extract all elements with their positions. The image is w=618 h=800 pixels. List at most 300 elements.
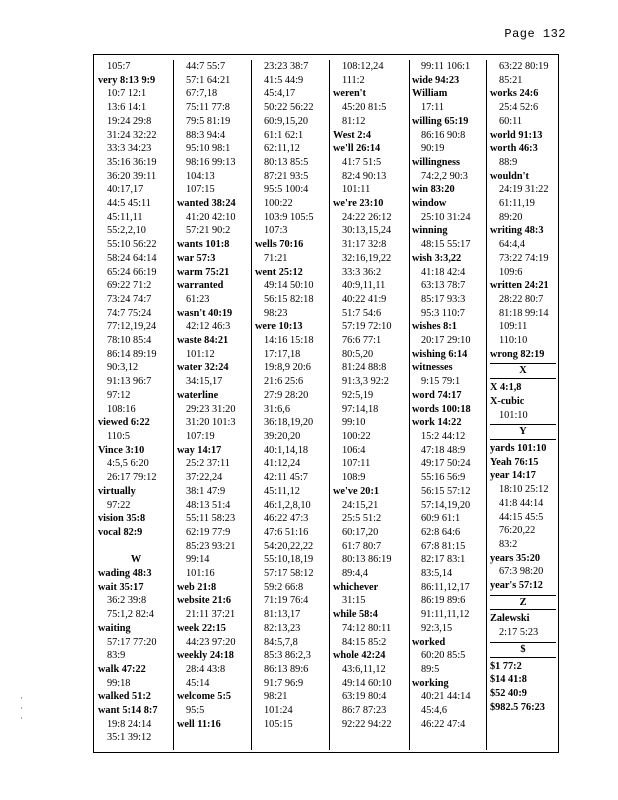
index-term: West 2:4	[333, 129, 372, 141]
index-term: we've 20:1	[333, 485, 380, 497]
index-page-refs: 25:4 52:6	[499, 102, 539, 114]
index-page-refs: 62:8 64:6	[421, 526, 461, 538]
index-page-refs: 87:21 93:5	[264, 170, 309, 182]
index-page-refs: 75:11 77:8	[186, 102, 230, 114]
index-page-refs: 67:7,18	[186, 88, 218, 100]
index-page-refs: 41:18 42:4	[421, 266, 466, 278]
index-page-refs: 36:20 39:11	[107, 170, 157, 182]
index-page-refs: 25:10 31:24	[421, 211, 471, 223]
index-column-4	[333, 60, 409, 731]
index-term: William	[412, 88, 448, 100]
index-page-refs: 84:5,7,8	[264, 636, 298, 648]
index-term: warm 75:21	[177, 266, 230, 278]
index-page-refs: 101:12	[186, 348, 215, 360]
index-page-refs: 57:17 58:12	[264, 568, 314, 580]
index-page-refs: 101:16	[186, 568, 215, 580]
index-page-refs: 44:7 55:7	[186, 61, 226, 72]
index-term: very 8:13 9:9	[98, 74, 156, 86]
index-page-refs: 86:11,12,17	[421, 581, 470, 593]
index-page-refs: 44:5 45:11	[107, 198, 151, 210]
index-page-refs: 108:16	[107, 403, 136, 415]
index-page-refs: 86:19 89:6	[421, 595, 466, 607]
index-page-refs: 42:12 46:3	[186, 321, 231, 333]
index-page-refs: 20:17 29:10	[421, 335, 471, 347]
index-page-refs: 25:5 51:2	[342, 513, 382, 525]
index-page-refs: 105:7	[107, 61, 131, 72]
index-term: website 21:6	[177, 595, 232, 607]
index-term: years 35:20	[490, 552, 541, 564]
index-page-refs: 91:11,11,12	[421, 609, 470, 621]
index-page-refs: 57:14,19,20	[421, 499, 471, 511]
index-page-refs: 77:12,19,24	[107, 321, 157, 333]
index-page-refs: 57:17 77:20	[107, 636, 157, 648]
index-page-refs: 60:9 61:1	[421, 513, 461, 525]
index-term: word 74:17	[412, 389, 462, 401]
index-page-refs: 21:6 25:6	[264, 376, 304, 388]
index-term: window	[412, 198, 447, 210]
index-page-refs: 64:4,4	[499, 239, 526, 251]
index-page-refs: 105:15	[264, 718, 293, 730]
index-page-refs: 9:15 79:1	[421, 376, 461, 388]
index-page-refs: 81:24 88:8	[342, 362, 387, 374]
index-page-refs: 95:3 110:7	[421, 307, 465, 319]
index-term: wishes 8:1	[412, 321, 457, 333]
index-page-refs: 69:22 71:2	[107, 280, 152, 292]
index-page-refs: 76:20,22	[499, 525, 536, 537]
index-page-refs: 101:10	[499, 409, 528, 421]
index-term: win 83:20	[412, 184, 455, 196]
index-page-refs: 63:13 78:7	[421, 280, 466, 292]
index-page-refs: 83:2	[499, 538, 518, 550]
index-term: viewed 6:22	[98, 417, 150, 429]
index-page-refs: 41:20 42:10	[186, 211, 236, 223]
index-term: vocal 82:9	[98, 526, 143, 538]
index-page-refs: 97:12	[107, 389, 131, 401]
index-page-refs: 40:1,14,18	[264, 444, 309, 456]
index-term: whichever	[333, 581, 379, 593]
index-page-refs: 36:18,19,20	[264, 417, 314, 429]
index-term: waiting	[98, 622, 131, 634]
index-page-refs: 24:15,21	[342, 499, 379, 511]
index-page-refs: 45:20 81:5	[342, 102, 387, 114]
index-term: wishing 6:14	[412, 348, 468, 360]
index-page-refs: 80:13 85:5	[264, 156, 309, 168]
column-divider	[409, 60, 410, 750]
index-column-1	[98, 60, 174, 745]
index-page-refs: 23:23 38:7	[264, 61, 309, 72]
index-page-refs: 38:1 47:9	[186, 485, 226, 497]
index-page-refs: 17:11	[421, 102, 445, 114]
index-page-refs: 91:7 96:9	[264, 677, 304, 689]
index-page-refs: 41:7 51:5	[342, 156, 382, 168]
index-page-refs: 54:20,22,22	[264, 540, 314, 552]
index-term: war 57:3	[177, 252, 216, 264]
index-page-refs: 40:21 44:14	[421, 691, 471, 703]
index-page-refs: 107:3	[264, 225, 288, 237]
index-page-refs: 60:17,20	[342, 526, 379, 538]
index-page-refs: 65:24 66:19	[107, 266, 157, 278]
index-page-refs: 106:4	[342, 444, 366, 456]
index-term: X-cubic	[490, 395, 525, 407]
index-page-refs: 89:5	[421, 663, 440, 675]
index-page-refs: 91:13 96:7	[107, 376, 152, 388]
index-term: while 58:4	[333, 609, 378, 621]
index-page-refs: 13:6 14:1	[107, 102, 147, 114]
index-page-refs: 89:4,4	[342, 568, 369, 580]
index-page-refs: 97:22	[107, 499, 131, 511]
index-page-refs: 83:9	[107, 650, 126, 662]
index-page-refs: 63:22 80:19	[499, 61, 549, 72]
index-term: wanted 38:24	[177, 198, 236, 210]
index-page-refs: 31:15	[342, 595, 366, 607]
index-term: wouldn't	[490, 170, 529, 182]
index-term: Yeah 76:15	[490, 456, 539, 468]
index-page-refs: 82:13,23	[264, 622, 301, 634]
index-term: willing 65:19	[412, 115, 469, 127]
index-page-refs: 98:16 99:13	[186, 156, 236, 168]
index-page-refs: 92:22 94:22	[342, 718, 392, 730]
index-page-refs: 90:3,12	[107, 362, 139, 374]
index-term: wells 70:16	[255, 239, 304, 251]
index-page-refs: 79:5 81:19	[186, 115, 231, 127]
index-term: wide 94:23	[412, 74, 460, 86]
index-page-refs: 31:6,6	[264, 403, 291, 415]
index-page-refs: 108:9	[342, 472, 366, 484]
index-page-refs: 41:8 44:14	[499, 497, 544, 509]
index-page-refs: 32:16,19,22	[342, 252, 392, 264]
index-page-refs: 33:3 34:23	[107, 143, 152, 155]
index-term: writing 48:3	[490, 225, 544, 237]
index-page-refs: 40:9,11,11	[342, 280, 386, 292]
index-page-refs: 39:20,20	[264, 430, 301, 442]
index-page-refs: 56:15 57:12	[421, 485, 471, 497]
index-page-refs: 74:7 75:24	[107, 307, 152, 319]
index-page-refs: 61:11,19	[499, 198, 535, 210]
index-page-refs: 29:23 31:20	[186, 403, 236, 415]
index-term: words 100:18	[412, 403, 471, 415]
index-term: we're 23:10	[333, 198, 384, 210]
index-page-refs: 50:22 56:22	[264, 102, 314, 114]
index-page-refs: 27:9 28:20	[264, 389, 309, 401]
index-page-refs: 4:5,5 6:20	[107, 458, 149, 470]
index-page-refs	[98, 540, 174, 554]
index-page-refs: 55:10,18,19	[264, 554, 314, 566]
index-term: walk 47:22	[98, 663, 146, 675]
index-page-refs: 35:16 36:19	[107, 156, 157, 168]
index-page-refs: 2:17 5:23	[499, 627, 539, 639]
index-page-refs: 56:15 82:18	[264, 293, 314, 305]
index-term: witnesses	[412, 362, 453, 374]
margin-marks: · · ·	[20, 693, 23, 723]
index-page-refs: 21:11 37:21	[186, 609, 236, 621]
index-page-refs: 49:14 50:10	[264, 280, 314, 292]
index-term: X 4:1,8	[490, 382, 522, 394]
index-page-refs: 71:21	[264, 252, 288, 264]
index-page-refs: 35:1 39:12	[107, 732, 152, 744]
index-term: vision 35:8	[98, 513, 146, 525]
index-page-refs: 99:11 106:1	[421, 61, 471, 72]
index-page-refs: 10:7 12:1	[107, 88, 147, 100]
index-page-refs: 44:23 97:20	[186, 636, 236, 648]
index-page-refs: 107:19	[186, 430, 215, 442]
index-term: works 24:6	[490, 88, 539, 100]
index-term: whole 42:24	[333, 650, 386, 662]
index-page-refs: 34:15,17	[186, 376, 223, 388]
index-page-refs: 101:24	[264, 705, 293, 717]
index-page-refs: 104:13	[186, 170, 215, 182]
index-page-refs: 98:23	[264, 307, 288, 319]
index-term: wading 48:3	[98, 568, 152, 579]
index-page-refs: 100:22	[342, 430, 371, 442]
index-page-refs: 92:3,15	[421, 622, 453, 634]
index-page-refs: 99:14	[186, 554, 210, 566]
index-term: $14 41:8	[490, 674, 527, 686]
index-term: worked	[412, 636, 446, 648]
index-page-refs: 57:19 72:10	[342, 321, 392, 333]
index-page-refs: 46:22 47:4	[421, 718, 466, 730]
index-page-refs: 88:3 94:4	[186, 129, 226, 141]
index-term: we'll 26:14	[333, 143, 381, 155]
index-page-refs: 86:16 90:8	[421, 129, 466, 141]
index-page-refs: 108:12,24	[342, 61, 384, 72]
index-term: web 21:8	[177, 581, 217, 593]
index-page-refs: 46:1,2,8,10	[264, 499, 311, 511]
index-page-refs: 40:17,17	[107, 184, 144, 196]
index-page-refs: 62:19 77:9	[186, 526, 231, 538]
index-page-refs: 18:10 25:12	[499, 484, 549, 496]
index-term: wish 3:3,22	[412, 252, 462, 264]
index-page-refs: 99:18	[107, 677, 131, 689]
index-page-refs: 84:15 85:2	[342, 636, 387, 648]
index-page-refs: 60:20 85:5	[421, 650, 466, 662]
index-page-refs: 14:16 15:18	[264, 335, 314, 347]
index-page-refs: 57:1 64:21	[186, 74, 231, 86]
index-term: went 25:12	[255, 266, 303, 278]
index-page-refs: 41:12,24	[264, 458, 301, 470]
index-term: were 10:13	[255, 321, 303, 333]
index-page-refs: 55:16 56:9	[421, 472, 466, 484]
index-page-refs: 107:11	[342, 458, 371, 470]
index-page-refs: 85:17 93:3	[421, 293, 466, 305]
index-term: warranted	[177, 280, 224, 292]
index-page-refs: 82:4 90:13	[342, 170, 387, 182]
index-page-refs: 47:6 51:16	[264, 526, 309, 538]
index-page-refs: 83:5,14	[421, 568, 453, 580]
index-page-refs: 81:12	[342, 115, 366, 127]
index-term: yards 101:10	[490, 442, 547, 454]
index-page-refs: 80:5,20	[342, 348, 374, 360]
index-term: written 24:21	[490, 280, 549, 292]
index-term: wrong 82:19	[490, 348, 545, 360]
index-term: walked 51:2	[98, 691, 151, 703]
index-page-refs: 26:17 79:12	[107, 472, 157, 484]
index-page-refs: 89:20	[499, 211, 523, 223]
index-term: waterline	[177, 389, 219, 401]
index-page-refs: 71:19 76:4	[264, 595, 309, 607]
index-page-refs: 48:13 51:4	[186, 499, 231, 511]
index-term: weekly 24:18	[177, 650, 234, 662]
index-page-refs: 86:7 87:23	[342, 705, 387, 717]
index-page-refs: 41:5 44:9	[264, 74, 304, 86]
section-letter: W	[130, 554, 142, 566]
index-page-refs: 109:6	[499, 266, 523, 278]
index-term: world 91:13	[490, 129, 543, 141]
index-page-refs: 31:17 32:8	[342, 239, 387, 251]
index-page-refs: 110:5	[107, 430, 131, 442]
index-page-refs: 95:5 100:4	[264, 184, 309, 196]
index-page-refs: 86:14 89:19	[107, 348, 157, 360]
index-page-refs: 40:22 41:9	[342, 293, 387, 305]
index-page-refs: 76:6 77:1	[342, 335, 382, 347]
index-page-refs: 36:2 39:8	[107, 595, 147, 607]
index-column-5	[412, 60, 488, 731]
index-page-refs: 25:2 37:11	[186, 458, 230, 470]
index-term: wants 101:8	[177, 239, 230, 251]
index-term: $52 40:9	[490, 687, 527, 699]
index-page-refs: 24:19 31:22	[499, 184, 549, 196]
index-term: working	[412, 677, 449, 689]
index-page-refs: 67:8 81:15	[421, 540, 466, 552]
index-page-refs: 95:10 98:1	[186, 143, 231, 155]
index-page-refs: 33:3 36:2	[342, 266, 382, 278]
index-page-refs: 55:2,2,10	[107, 225, 146, 237]
index-page-refs: 85:21	[499, 74, 523, 86]
section-letter: X	[490, 363, 556, 379]
index-page-refs: 74:12 80:11	[342, 622, 392, 634]
index-page-refs: 62:11,12	[264, 143, 300, 155]
index-term: waste 84:21	[177, 335, 229, 347]
index-page-refs: 85:23 93:21	[186, 540, 236, 552]
index-term: wasn't 40:19	[177, 307, 233, 319]
index-term: water 32:24	[177, 362, 229, 374]
index-page-refs: 86:13 89:6	[264, 663, 309, 675]
index-term: willingness	[412, 156, 461, 168]
index-page-refs: 90:19	[421, 143, 445, 155]
index-page-refs: 30:13,15,24	[342, 225, 392, 237]
index-page-refs: 45:11,11	[107, 211, 143, 223]
index-page-refs: 57:21 90:2	[186, 225, 231, 237]
index-page-refs: 37:22,24	[186, 472, 223, 484]
index-page-refs: 85:3 86:2,3	[264, 650, 311, 662]
index-page-refs: 63:19 80:4	[342, 691, 387, 703]
index-page-refs: 49:14 60:10	[342, 677, 392, 689]
index-page-refs: 19:24 29:8	[107, 115, 152, 127]
index-page-refs: 95:5	[186, 705, 205, 717]
index-column-3	[255, 60, 331, 731]
index-term: well 11:16	[177, 718, 221, 730]
index-page-refs: 81:18 99:14	[499, 307, 549, 319]
index-page-refs: 51:7 54:6	[342, 307, 382, 319]
index-page-refs: 100:22	[264, 198, 293, 210]
index-page-refs: 55:10 56:22	[107, 239, 157, 251]
index-page-refs: 17:17,18	[264, 348, 301, 360]
index-term: year's 57:12	[490, 580, 543, 592]
index-term: want 5:14 8:7	[98, 705, 158, 717]
index-page-refs: 43:6,11,12	[342, 663, 386, 675]
index-term: worth 46:3	[490, 143, 538, 155]
index-column-6	[490, 60, 566, 714]
section-letter: Z	[490, 595, 556, 611]
index-page-refs: 45:11,12	[264, 485, 300, 497]
index-term: Zalewski	[490, 613, 530, 625]
index-page-refs: 15:2 44:12	[421, 430, 466, 442]
index-page-refs: 91:3,3 92:2	[342, 376, 389, 388]
index-page-refs: 42:11 45:7	[264, 472, 308, 484]
index-page-refs: 44:15 45:5	[499, 511, 544, 523]
index-page-refs: 73:24 74:7	[107, 293, 152, 305]
index-page-refs: 111:2	[342, 74, 365, 86]
index-page-refs: 19:8,9 20:6	[264, 362, 311, 374]
index-term: Vince 3:10	[98, 444, 145, 456]
index-page-refs: 81:13,17	[264, 609, 301, 621]
index-term: year 14:17	[490, 470, 536, 482]
index-page-refs: 47:18 48:9	[421, 444, 466, 456]
index-page-refs: 28:4 43:8	[186, 663, 226, 675]
index-page-refs: 60:11	[499, 115, 523, 127]
index-page-refs: 60:9,15,20	[264, 115, 309, 127]
index-page-refs: 24:22 26:12	[342, 211, 392, 223]
index-term: way 14:17	[177, 444, 222, 456]
index-page-refs: 58:24 64:14	[107, 252, 157, 264]
index-page-refs: 99:10	[342, 417, 366, 429]
index-page-refs: 31:24 32:22	[107, 129, 157, 141]
index-page-refs: 28:22 80:7	[499, 293, 544, 305]
index-term: work 14:22	[412, 417, 462, 429]
index-page-refs: 82:17 83:1	[421, 554, 466, 566]
section-letter: $	[490, 642, 556, 658]
index-page-refs: 49:17 50:24	[421, 458, 471, 470]
index-page-refs: 61:7 80:7	[342, 540, 382, 552]
index-page-refs: 97:14,18	[342, 403, 379, 415]
index-page-refs: 45:4,6	[421, 705, 448, 717]
index-term: weren't	[333, 88, 366, 100]
index-page-refs: 46:22 47:3	[264, 513, 309, 525]
index-page-refs: 88:9	[499, 156, 518, 168]
index-page-refs: 31:20 101:3	[186, 417, 236, 429]
index-page-refs: 61:1 62:1	[264, 129, 304, 141]
index-page-refs: 61:23	[186, 293, 210, 305]
index-page-refs: 78:10 85:4	[107, 335, 152, 347]
index-page-refs: 19:8 24:14	[107, 718, 152, 730]
index-page-refs: 92:5,19	[342, 389, 374, 401]
index-page-refs: 59:2 66:8	[264, 581, 304, 593]
index-term: welcome 5:5	[177, 691, 232, 703]
index-page-refs: 103:9 105:5	[264, 211, 314, 223]
index-page-refs: 75:1,2 82:4	[107, 609, 154, 621]
index-column-2	[177, 60, 253, 731]
page-number: Page 132	[504, 27, 566, 41]
index-page-refs: 48:15 55:17	[421, 239, 471, 251]
index-page-refs: 55:11 58:23	[186, 513, 236, 525]
section-letter: Y	[490, 424, 556, 440]
index-page-refs: 45:4,17	[264, 88, 296, 100]
index-term: winning	[412, 225, 448, 237]
index-page-refs: 110:10	[499, 335, 528, 347]
index-page-refs: 80:13 86:19	[342, 554, 392, 566]
index-term: virtually	[98, 485, 136, 497]
index-term: week 22:15	[177, 622, 226, 634]
index-term: wait 35:17	[98, 581, 144, 593]
index-page-refs: 107:15	[186, 184, 215, 196]
index-page-refs: 67:3 98:20	[499, 566, 544, 578]
index-term: $982.5 76:23	[490, 701, 545, 713]
index-page-refs: 45:14	[186, 677, 210, 689]
index-term: $1 77:2	[490, 660, 522, 672]
index-page-refs: 101:11	[342, 184, 371, 196]
index-page-refs: 73:22 74:19	[499, 252, 549, 264]
index-page-refs: 74:2,2 90:3	[421, 170, 468, 182]
index-page-refs: 109:11	[499, 321, 528, 333]
